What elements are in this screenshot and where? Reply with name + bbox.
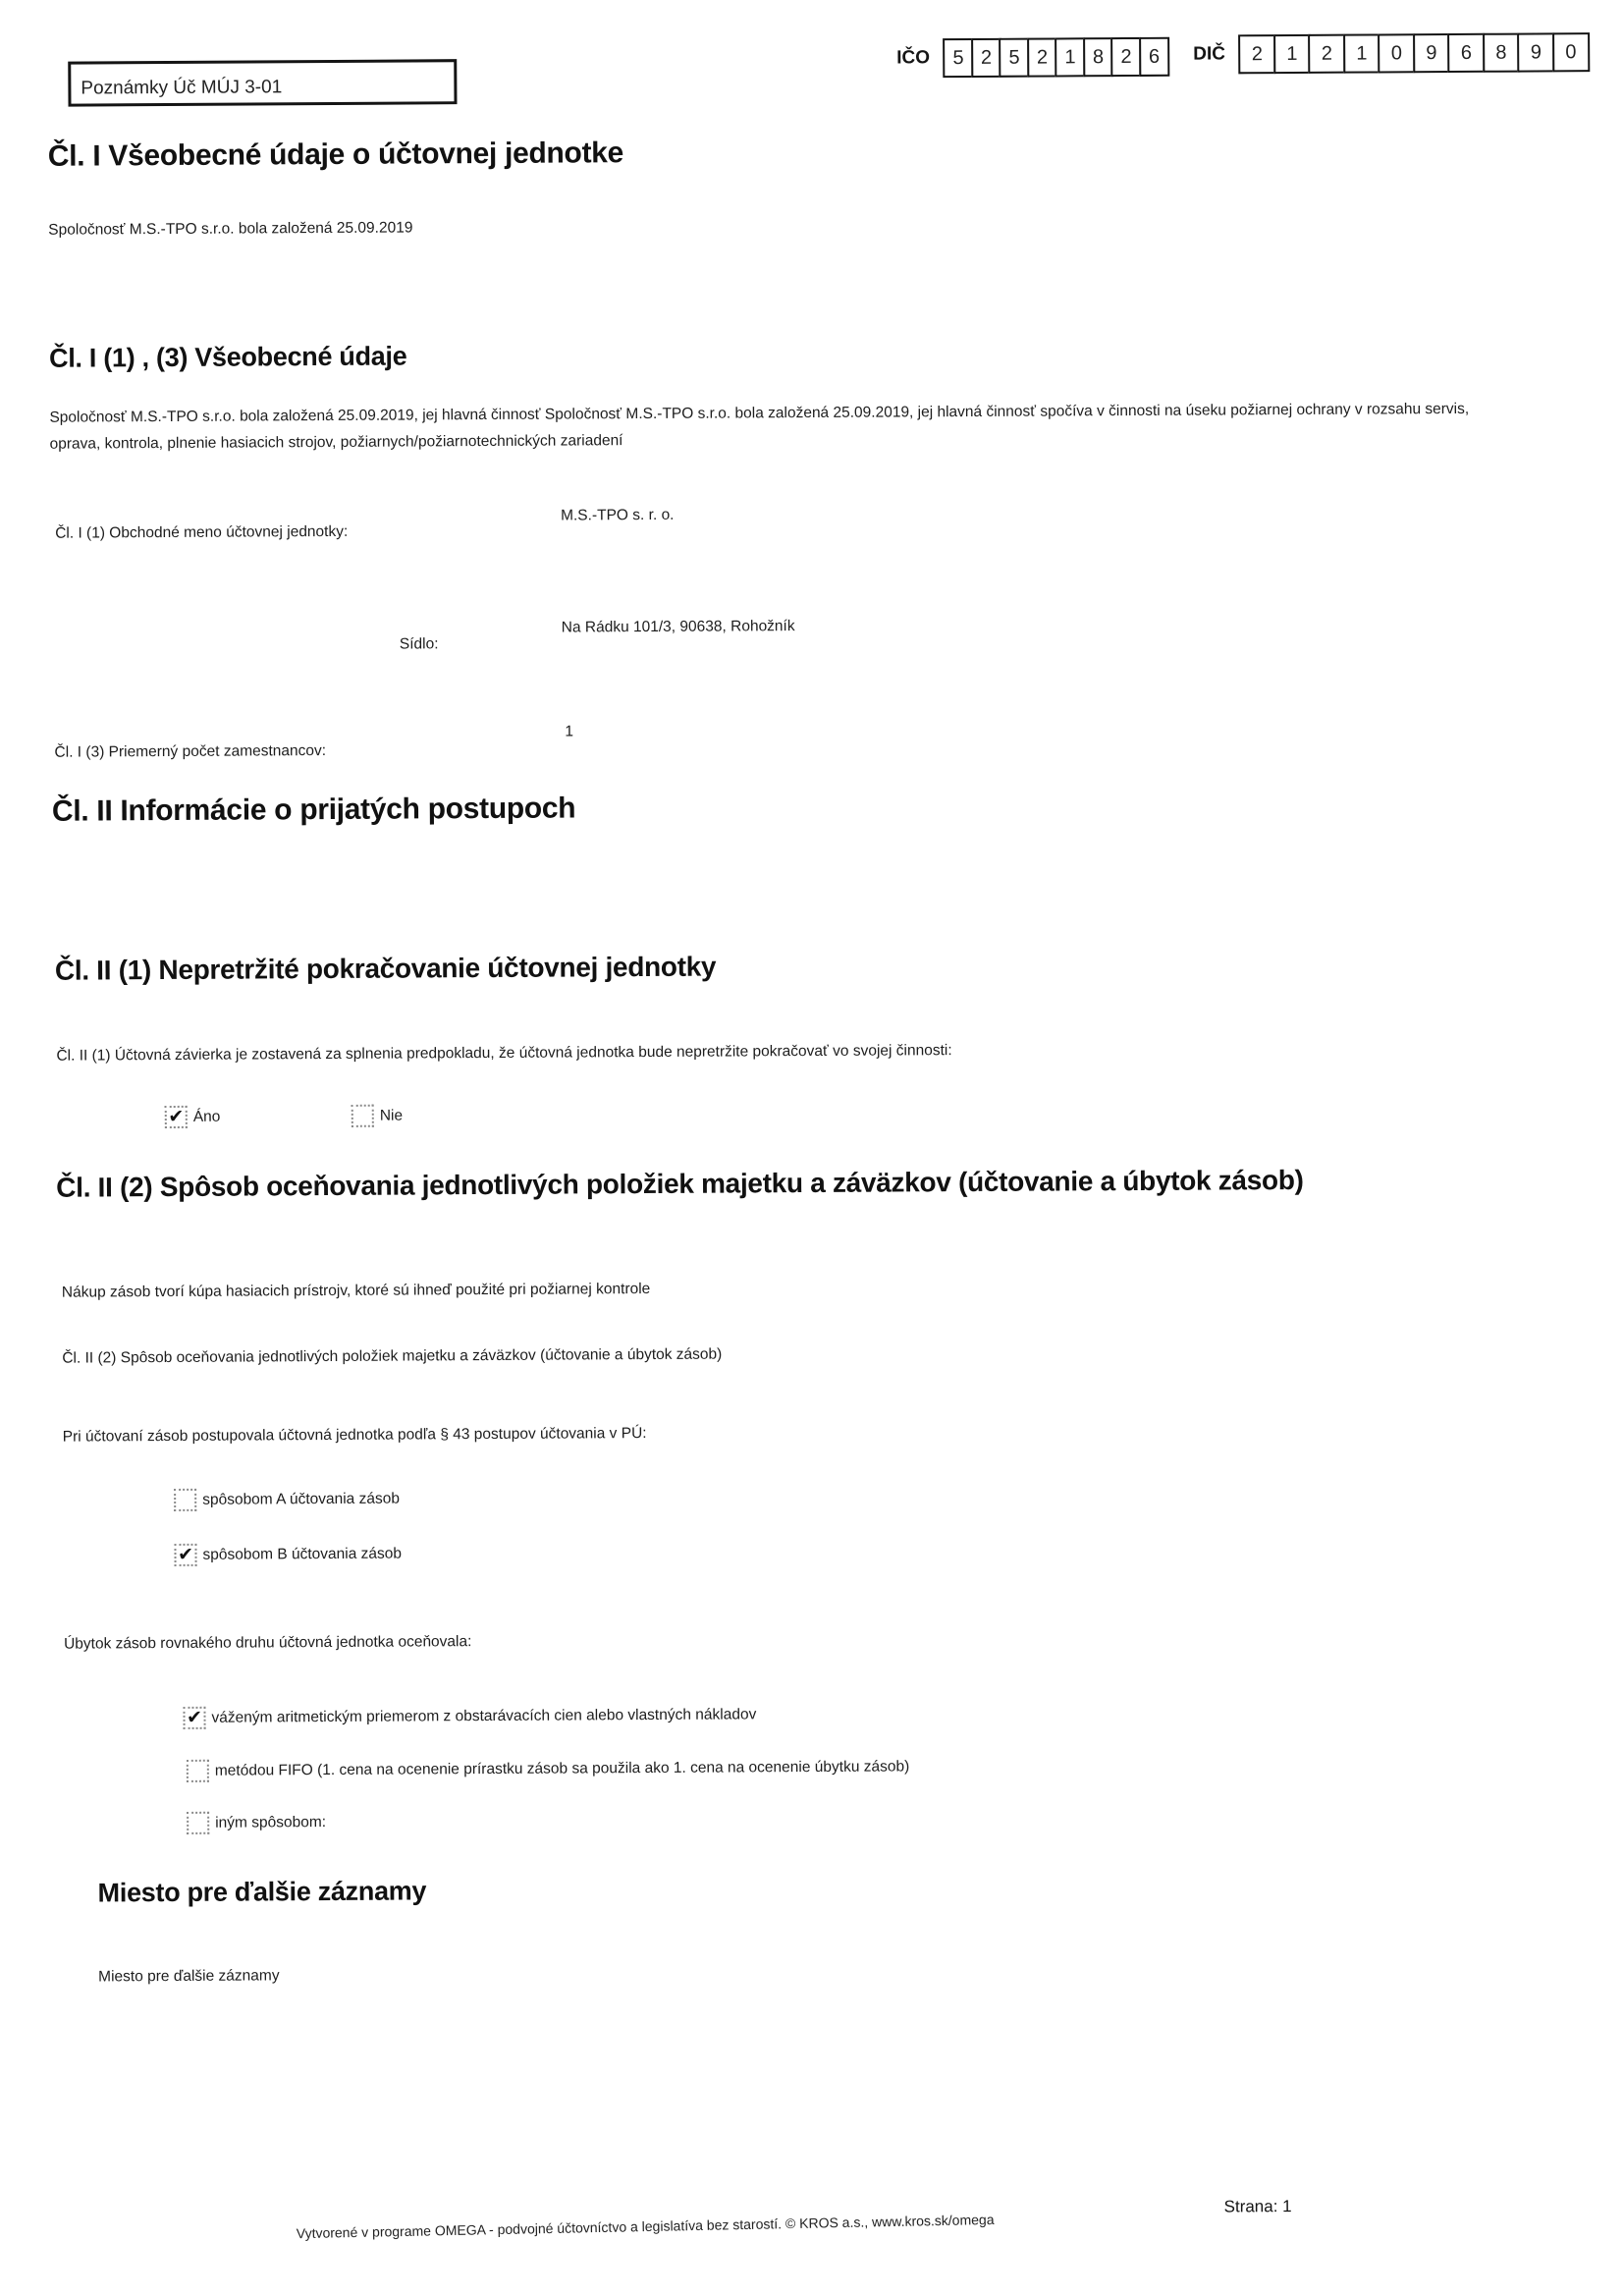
valuation-other-option [187,1811,326,1834]
yes-checkbox-label: Áno [192,1108,221,1125]
ico-label: IČO [896,47,931,69]
dic-digit: 8 [1483,33,1520,73]
dic-label: DIČ [1193,43,1226,65]
no-checkbox[interactable] [352,1105,374,1127]
stock-method-b-option [174,1543,402,1566]
valuation-fifo-option [187,1755,910,1781]
dic-field [1193,32,1590,74]
software-credit-text: Vytvorené v programe OMEGA - podvojné účtovníctvo a legislatíva bez starostí. © KROS a.s., www.kros.sk/omega [296,2211,995,2242]
valuation-weighted-average-option [183,1703,756,1729]
additional-records-text: Miesto pre ďalšie záznamy [98,1967,280,1986]
dic-digit: 9 [1413,33,1450,73]
stock-decrease-text: Úbytok zásob rovnakého druhu účtovná jednotka oceňovala: [64,1633,472,1653]
ico-digit: 2 [1027,37,1057,77]
section-title-valuation-methods: Čl. II (2) Spôsob oceňovania jednotlivých položiek majetku a záväzkov (účtovanie a úbytok zásob) [56,1164,1304,1203]
going-concern-option-no [352,1105,403,1127]
employees-count-label: Čl. I (3) Priemerný počet zamestnancov: [54,742,327,761]
section-title-general-details: Čl. I (1) , (3) Všeobecné údaje [48,341,407,373]
ico-digit: 2 [971,38,1001,78]
ico-digit: 5 [943,38,973,78]
ico-digit: 5 [999,38,1029,78]
company-founded-text: Spoločnosť M.S.-TPO s.r.o. bola založená 25.09.2019 [48,219,413,239]
employees-count-value: 1 [565,723,574,740]
form-identifier-box [68,59,457,106]
weighted-average-label: váženým aritmetickým priemerom z obstarávacích cien alebo vlastných nákladov [211,1705,757,1726]
ico-digit-cells [946,37,1169,78]
dic-digit: 2 [1308,34,1345,74]
going-concern-option-yes [165,1106,221,1128]
method-b-label: spôsobom B účtovania zásob [202,1545,403,1563]
stock-purchase-text: Nákup zásob tvorí kúpa hasiacich prístrojv, ktoré sú ihneď použité pri požiarnej kontrole [61,1281,651,1301]
dic-digit: 2 [1238,34,1275,74]
going-concern-statement: Čl. II (1) Účtovná závierka je zostavená za splnenia predpokladu, že účtovná jednotka bude nepretržite pokračovať vo svojej činnosti: [56,1042,952,1065]
main-activity-paragraph: Spoločnosť M.S.-TPO s.r.o. bola založená 25.09.2019, jej hlavná činnosť Spoločnosť M.S.-TPO s.r.o. bola založená 25.09.2019, jej hlavná činnosť spočíva v činnosti na úseku požiarnej ochrany v rozsahu servis, oprava, kontrola, plnenie hasiacich strojov, požiarnych/požiarnotechnických zariadení [49,400,1470,453]
accounting-procedure-text: Pri účtovaní zásob postupovala účtovná jednotka podľa § 43 postupov účtovania v PÚ: [62,1425,647,1446]
ico-digit: 1 [1055,37,1085,77]
section-title-adopted-procedures: Čl. II Informácie o prijatých postupoch [51,792,576,828]
dic-digit: 0 [1378,33,1415,73]
page-number: Strana: 1 [1223,2197,1292,2216]
valuation-subtitle-text: Čl. II (2) Spôsob oceňovania jednotlivých položiek majetku a záväzkov (účtovanie a úbytok zásob) [62,1345,723,1367]
ico-digit: 6 [1139,37,1169,77]
fifo-checkbox[interactable] [187,1760,209,1782]
yes-checkbox[interactable]: ✔ [165,1106,188,1128]
ico-digit: 8 [1083,37,1113,77]
no-checkbox-label: Nie [379,1107,404,1124]
other-method-label: iným spôsobom: [215,1813,327,1831]
ico-field [896,37,1169,79]
form-identifier-label: Poznámky Úč MÚJ 3-01 [81,77,283,99]
dic-digit: 9 [1517,32,1554,72]
seat-label: Sídlo: [399,635,439,653]
section-title-general-info: Čl. I Všeobecné údaje o účtovnej jednotke [47,137,624,173]
dic-digit: 0 [1552,32,1590,72]
section-title-additional-records: Miesto pre ďalšie záznamy [97,1876,427,1908]
section-title-going-concern: Čl. II (1) Nepretržité pokračovanie účtovnej jednotky [54,951,717,986]
dic-digit: 1 [1273,34,1311,74]
fifo-label: metódou FIFO (1. cena na ocenenie prírastku zásob sa použila ako 1. cena na ocenenie úbytku zásob) [214,1757,910,1779]
business-name-value: M.S.-TPO s. r. o. [561,506,675,524]
method-a-checkbox[interactable] [174,1489,196,1511]
method-b-checkbox[interactable]: ✔ [174,1544,196,1566]
dic-digit: 6 [1447,33,1485,73]
seat-value: Na Rádku 101/3, 90638, Rohožník [561,618,795,636]
business-name-label: Čl. I (1) Obchodné meno účtovnej jednotky: [55,522,349,542]
weighted-average-checkbox[interactable]: ✔ [183,1707,205,1729]
method-a-label: spôsobom A účtovania zásob [202,1490,401,1508]
stock-method-a-option [174,1488,400,1511]
ico-digit: 2 [1110,37,1141,77]
dic-digit: 1 [1343,33,1380,73]
other-method-checkbox[interactable] [187,1812,209,1834]
dic-digit-cells [1241,32,1590,74]
